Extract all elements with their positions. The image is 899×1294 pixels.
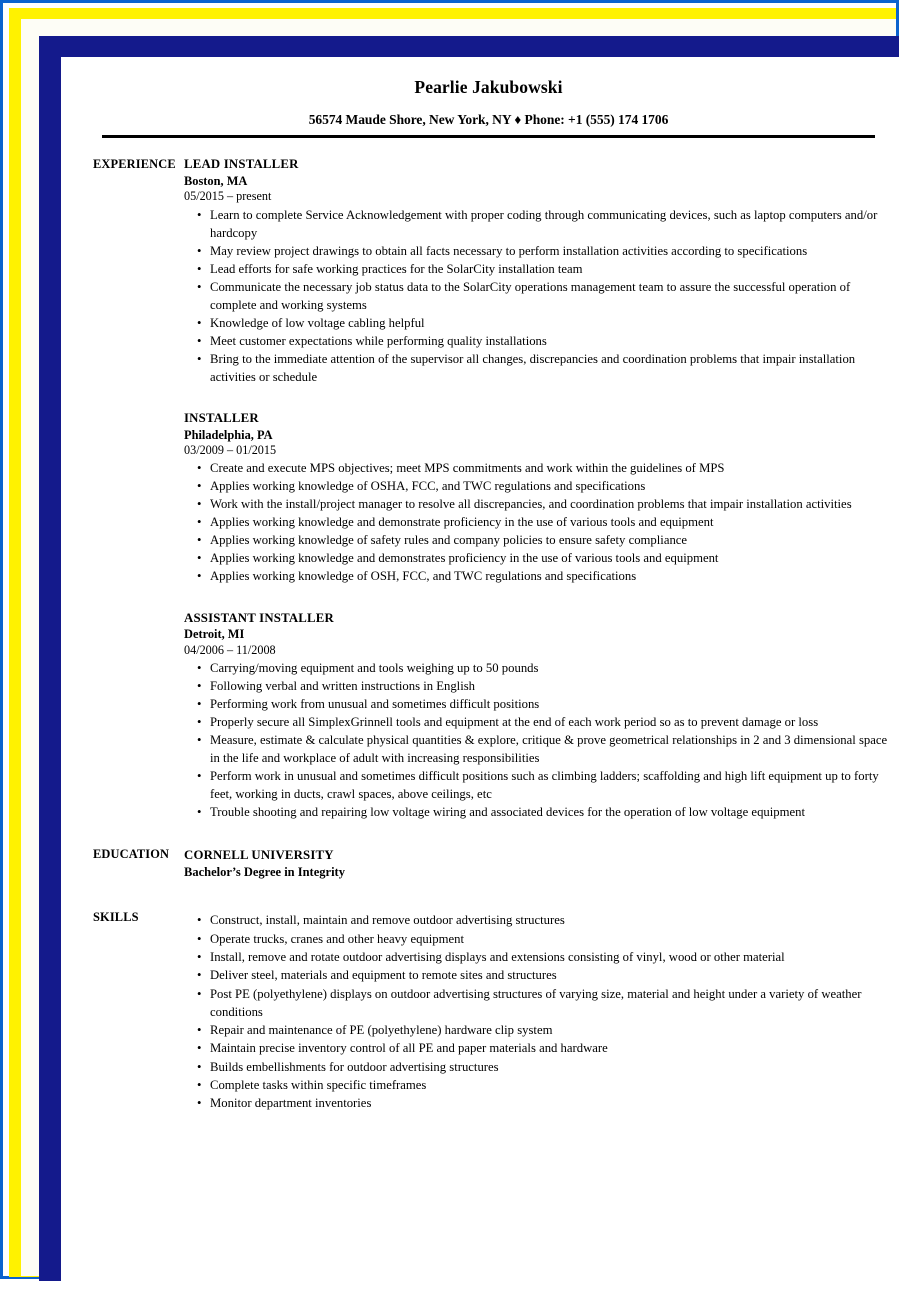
bullet-icon: • xyxy=(197,207,202,222)
skill-bullet-text: Maintain precise inventory control of all PE and paper materials and hardware xyxy=(210,1041,608,1056)
job-bullet-text: Perform work in unusual and sometimes difficult positions such as climbing ladders; scaffolding and high lift equipment up to forty feet, working in ducts, crawl spaces, above ceilings, etc xyxy=(210,769,879,802)
job-bullet-text: Applies working knowledge and demonstrate proficiency in the use of various tools and equipment xyxy=(210,515,714,530)
job-bullet-text: Applies working knowledge and demonstrates proficiency in the use of various tools and equipment xyxy=(210,551,719,566)
skill-bullet xyxy=(184,1094,894,1112)
job-title: ASSISTANT INSTALLER xyxy=(184,610,334,625)
section-education xyxy=(61,847,899,880)
skill-bullet xyxy=(184,948,894,966)
job-dates: 05/2015 – present xyxy=(184,189,272,204)
experience-body xyxy=(184,157,899,821)
job-bullet xyxy=(184,803,894,821)
job-bullet xyxy=(184,332,894,350)
job-location: Detroit, MI xyxy=(184,627,245,642)
skill-bullet-text: Post PE (polyethylene) displays on outdoor advertising structures of varying size, material and height under a variety of weather conditions xyxy=(210,986,862,1019)
job-bullet xyxy=(184,495,894,513)
skill-bullet xyxy=(184,1021,894,1039)
job-bullet xyxy=(184,567,894,585)
job-bullet xyxy=(184,731,894,767)
skill-bullet xyxy=(184,930,894,948)
header-divider-rule xyxy=(102,135,875,138)
job-bullet xyxy=(184,459,894,477)
bullet-icon: • xyxy=(197,769,202,784)
bullet-icon: • xyxy=(197,461,202,476)
skill-bullet-text: Deliver steel, materials and equipment to remote sites and structures xyxy=(210,968,557,983)
section-experience xyxy=(61,157,899,821)
skills-bullet-list xyxy=(184,911,894,1112)
job-bullet-text: Applies working knowledge of OSHA, FCC, and TWC regulations and specifications xyxy=(210,479,646,494)
bullet-icon: • xyxy=(197,714,202,729)
job-bullet-list xyxy=(184,206,894,386)
section-label-education: EDUCATION xyxy=(93,847,170,862)
section-label-experience: EXPERIENCE xyxy=(93,157,176,172)
bullet-icon: • xyxy=(197,533,202,548)
bullet-icon: • xyxy=(197,1041,202,1056)
job-bullet-list xyxy=(184,659,894,821)
job-bullet-text: Work with the install/project manager to resolve all discrepancies, and coordination problems that impair installation activities xyxy=(210,497,852,512)
bullet-icon: • xyxy=(197,986,202,1001)
job-bullet-text: Following verbal and written instructions in English xyxy=(210,678,476,693)
bullet-icon: • xyxy=(197,1077,202,1092)
job-bullet-text: Meet customer expectations while performing quality installations xyxy=(210,333,547,348)
job-bullet xyxy=(184,278,894,314)
job-bullet-text: Properly secure all SimplexGrinnell tools and equipment at the end of each work period so as to prevent damage or loss xyxy=(210,714,819,729)
skill-bullet-text: Operate trucks, cranes and other heavy equipment xyxy=(210,931,464,946)
bullet-icon: • xyxy=(197,968,202,983)
resume-document xyxy=(61,57,899,1294)
education-school: CORNELL UNIVERSITY xyxy=(184,848,334,863)
bullet-icon: • xyxy=(197,515,202,530)
job-title: LEAD INSTALLER xyxy=(184,157,299,172)
skill-bullet-text: Builds embellishments for outdoor advertising structures xyxy=(210,1059,499,1074)
job-bullet xyxy=(184,242,894,260)
bullet-icon: • xyxy=(197,678,202,693)
job-bullet-text: Lead efforts for safe working practices for the SolarCity installation team xyxy=(210,261,583,276)
bullet-icon: • xyxy=(197,805,202,820)
job-bullet xyxy=(184,713,894,731)
skill-bullet-text: Install, remove and rotate outdoor advertising displays and extensions consisting of vinyl, wood or other material xyxy=(210,949,785,964)
job-bullet xyxy=(184,659,894,677)
bullet-icon: • xyxy=(197,351,202,366)
yellow-border xyxy=(9,8,896,1277)
bullet-icon: • xyxy=(197,1023,202,1038)
bullet-icon: • xyxy=(197,333,202,348)
skill-bullet xyxy=(184,985,894,1022)
education-body xyxy=(184,847,899,880)
bullet-icon: • xyxy=(197,497,202,512)
job-title: INSTALLER xyxy=(184,410,259,425)
bullet-icon: • xyxy=(197,479,202,494)
bullet-icon: • xyxy=(197,732,202,747)
job-bullet-text: Carrying/moving equipment and tools weighing up to 50 pounds xyxy=(210,660,539,675)
skill-bullet xyxy=(184,911,894,929)
job-bullet-list xyxy=(184,459,894,585)
candidate-name: Pearlie Jakubowski xyxy=(414,77,563,97)
job-bullet xyxy=(184,549,894,567)
outer-white-gap xyxy=(3,3,896,1276)
job-bullet-text: Create and execute MPS objectives; meet MPS commitments and work within the guidelines of MPS xyxy=(210,461,725,476)
job-bullet-text: Bring to the immediate attention of the supervisor all changes, discrepancies and coordination problems that impair installation activities or schedule xyxy=(210,351,856,384)
job-bullet xyxy=(184,260,894,278)
resume-page xyxy=(61,57,899,1294)
job-bullet-text: Knowledge of low voltage cabling helpful xyxy=(210,315,425,330)
bullet-icon: • xyxy=(197,315,202,330)
job-entry xyxy=(184,611,894,822)
job-bullet-text: Performing work from unusual and sometimes difficult positions xyxy=(210,696,540,711)
bullet-icon: • xyxy=(197,1096,202,1111)
job-bullet-text: Applies working knowledge of OSH, FCC, and TWC regulations and specifications xyxy=(210,569,637,584)
job-bullet-text: Communicate the necessary job status data to the SolarCity operations management team to assure the successful operation of complete and working systems xyxy=(210,279,851,312)
skills-body xyxy=(184,910,899,1112)
bullet-icon: • xyxy=(197,949,202,964)
bullet-icon: • xyxy=(197,660,202,675)
job-bullet-text: May review project drawings to obtain all facts necessary to perform installation activities according to specifications xyxy=(210,243,808,258)
skill-bullet xyxy=(184,1076,894,1094)
job-bullet xyxy=(184,206,894,242)
job-bullet-text: Measure, estimate & calculate physical quantities & explore, critique & prove geometrical relationships in 2 and 3 dimensional space in the life and workplace of adult with increasing responsibilities xyxy=(210,732,888,766)
skill-bullet-text: Monitor department inventories xyxy=(210,1096,372,1111)
job-dates: 04/2006 – 11/2008 xyxy=(184,642,276,657)
bullet-icon: • xyxy=(197,1059,202,1074)
bullet-icon: • xyxy=(197,696,202,711)
job-bullet xyxy=(184,531,894,549)
job-bullet xyxy=(184,513,894,531)
job-bullet-text: Learn to complete Service Acknowledgement with proper coding through communicating devices, such as laptop computers and/or hardcopy xyxy=(210,207,878,240)
education-degree: Bachelor’s Degree in Integrity xyxy=(184,864,345,879)
job-bullet xyxy=(184,314,894,332)
job-location: Philadelphia, PA xyxy=(184,427,273,442)
section-label-skills: SKILLS xyxy=(93,910,139,925)
job-bullet xyxy=(184,350,894,386)
bullet-icon: • xyxy=(197,931,202,946)
job-bullet xyxy=(184,695,894,713)
bullet-icon: • xyxy=(197,279,202,294)
bullet-icon: • xyxy=(197,551,202,566)
inner-white-gap xyxy=(21,19,896,1276)
skill-bullet xyxy=(184,1058,894,1076)
job-bullet-text: Applies working knowledge of safety rules and company policies to ensure safety compliance xyxy=(210,533,688,548)
bullet-icon: • xyxy=(197,913,202,928)
skill-bullet xyxy=(184,1039,894,1057)
job-bullet xyxy=(184,767,894,803)
section-skills xyxy=(61,910,899,1112)
bullet-icon: • xyxy=(197,243,202,258)
job-bullet-text: Trouble shooting and repairing low voltage wiring and associated devices for the operation of low voltage equipment xyxy=(210,805,805,820)
resume-header xyxy=(61,57,899,138)
skill-bullet-text: Repair and maintenance of PE (polyethylene) hardware clip system xyxy=(210,1023,553,1038)
navy-border xyxy=(39,36,899,1281)
job-dates: 03/2009 – 01/2015 xyxy=(184,443,277,458)
contact-line: 56574 Maude Shore, New York, NY ♦ Phone: +1 (555) 174 1706 xyxy=(308,112,669,128)
job-entry xyxy=(184,157,894,386)
bullet-icon: • xyxy=(197,569,202,584)
job-bullet xyxy=(184,677,894,695)
skill-bullet-text: Complete tasks within specific timeframes xyxy=(210,1077,427,1092)
job-location: Boston, MA xyxy=(184,174,248,189)
bullet-icon: • xyxy=(197,261,202,276)
job-bullet xyxy=(184,477,894,495)
skill-bullet-text: Construct, install, maintain and remove outdoor advertising structures xyxy=(210,913,565,928)
skill-bullet xyxy=(184,966,894,984)
job-entry xyxy=(184,411,894,586)
